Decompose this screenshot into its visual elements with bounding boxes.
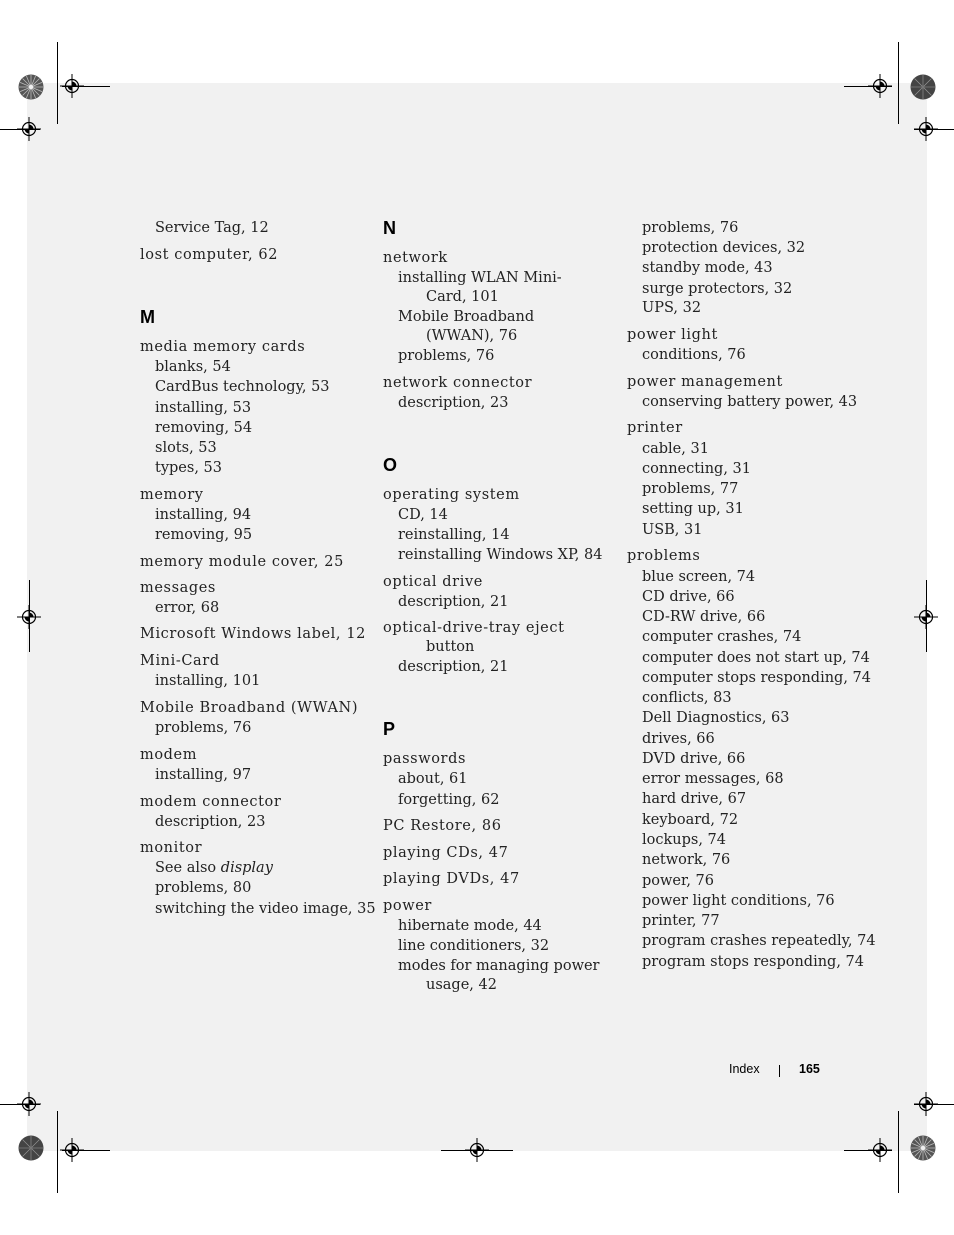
index-subterm: program stops responding, 74 [642,954,865,970]
index-subterm: description, 23 [398,395,509,411]
starburst-target-icon [18,1135,44,1161]
registration-mark-icon [868,1138,892,1162]
index-subterm: printer, 77 [642,913,720,929]
crop-mark [57,1111,58,1193]
index-subterm: CD drive, 66 [642,589,735,605]
index-subterm: error, 68 [155,600,220,616]
index-term: modem [140,747,198,763]
registration-mark-icon [17,1092,41,1116]
page-number: 165 [799,1062,820,1076]
index-subterm: problems, 76 [642,220,739,236]
index-term: memory module cover, 25 [140,554,344,570]
registration-mark-icon [868,74,892,98]
footer-section-label: Index [729,1062,760,1076]
registration-mark-icon [60,1138,84,1162]
index-subterm: computer does not start up, 74 [642,650,870,666]
index-subterm: computer stops responding, 74 [642,670,872,686]
index-term: passwords [383,751,467,767]
starburst-target-icon [18,74,44,100]
index-subterm: drives, 66 [642,731,715,747]
index-term: optical-drive-tray eject [383,620,565,636]
index-subterm: cable, 31 [642,441,709,457]
index-term: memory [140,487,204,503]
index-subterm: description, 23 [155,814,266,830]
index-term: Mini-Card [140,653,220,669]
index-subterm: Mobile Broadband [398,309,535,325]
index-subterm: USB, 31 [642,522,703,538]
index-subterm: CD-RW drive, 66 [642,609,766,625]
index-term: power management [627,374,783,390]
index-subterm: conditions, 76 [642,347,746,363]
index-subterm: about, 61 [398,771,468,787]
index-term: media memory cards [140,339,306,355]
index-term: power [383,898,432,914]
starburst-target-icon [910,1135,936,1161]
index-subterm: installing, 101 [155,673,261,689]
registration-mark-icon [60,74,84,98]
index-subterm: computer crashes, 74 [642,629,802,645]
index-subterm: UPS, 32 [642,300,702,316]
index-continuation: Card, 101 [426,289,499,305]
index-term: monitor [140,840,203,856]
index-subterm: hibernate mode, 44 [398,918,542,934]
section-heading: P [383,719,396,739]
index-subterm: standby mode, 43 [642,260,773,276]
index-term: PC Restore, 86 [383,818,502,834]
index-subterm: installing WLAN Mini- [398,270,562,286]
index-subterm: Dell Diagnostics, 63 [642,710,790,726]
registration-mark-icon [914,117,938,141]
index-term: printer [627,420,683,436]
index-subterm: surge protectors, 32 [642,281,793,297]
index-subterm: problems, 76 [155,720,252,736]
index-subterm: removing, 95 [155,527,253,543]
crop-mark [57,42,58,124]
registration-mark-icon [465,1138,489,1162]
index-term: Mobile Broadband (WWAN) [140,700,359,716]
section-heading: O [383,455,398,475]
registration-mark-icon [914,1092,938,1116]
index-subterm: DVD drive, 66 [642,751,746,767]
index-subterm: conserving battery power, 43 [642,394,858,410]
section-heading: M [140,307,155,327]
index-subterm: setting up, 31 [642,501,744,517]
index-subterm: switching the video image, 35 [155,901,376,917]
index-subterm: error messages, 68 [642,771,784,787]
registration-mark-icon [17,117,41,141]
index-continuation: button [426,639,475,655]
index-subterm: removing, 54 [155,420,253,436]
index-term: playing CDs, 47 [383,845,509,861]
registration-mark-icon [914,605,938,629]
index-subterm: conflicts, 83 [642,690,732,706]
index-subterm: problems, 77 [642,481,739,497]
registration-mark-icon [17,605,41,629]
index-subterm: line conditioners, 32 [398,938,550,954]
index-subterm: installing, 97 [155,767,252,783]
section-heading: N [383,218,396,238]
index-subterm: keyboard, 72 [642,812,739,828]
index-subterm: power light conditions, 76 [642,893,835,909]
index-subterm: problems, 76 [398,348,495,364]
index-term: lost computer, 62 [140,247,279,263]
index-subterm: program crashes repeatedly, 74 [642,933,876,949]
index-subterm: network, 76 [642,852,731,868]
index-subterm: hard drive, 67 [642,791,747,807]
index-subterm: forgetting, 62 [398,792,500,808]
index-subterm: problems, 80 [155,880,252,896]
index-term: problems [627,548,701,564]
crop-mark [898,42,899,124]
index-subterm: Service Tag, 12 [155,220,269,236]
index-subterm: blanks, 54 [155,359,231,375]
index-subterm: slots, 53 [155,440,217,456]
index-subterm: description, 21 [398,659,509,675]
index-subterm: description, 21 [398,594,509,610]
index-continuation: (WWAN), 76 [426,328,518,344]
index-term: network connector [383,375,533,391]
index-subterm: connecting, 31 [642,461,751,477]
index-term: playing DVDs, 47 [383,871,520,887]
index-term: modem connector [140,794,282,810]
index-continuation: usage, 42 [426,977,497,993]
index-term: Microsoft Windows label, 12 [140,626,366,642]
index-subterm: types, 53 [155,460,222,476]
index-subterm: CD, 14 [398,507,448,523]
crop-mark [898,1111,899,1193]
index-subterm: reinstalling, 14 [398,527,510,543]
index-subterm: See also display [155,860,273,876]
index-subterm: modes for managing power [398,958,600,974]
index-term: power light [627,327,718,343]
index-term: messages [140,580,216,596]
index-subterm: power, 76 [642,873,715,889]
index-subterm: installing, 53 [155,400,252,416]
footer-divider [779,1065,780,1077]
index-term: operating system [383,487,520,503]
starburst-target-icon [910,74,936,100]
index-term: network [383,250,448,266]
index-term: optical drive [383,574,483,590]
index-subterm: CardBus technology, 53 [155,379,330,395]
see-also-reference: display [220,860,273,876]
index-subterm: installing, 94 [155,507,252,523]
index-subterm: reinstalling Windows XP, 84 [398,547,603,563]
index-subterm: lockups, 74 [642,832,727,848]
index-subterm: blue screen, 74 [642,569,756,585]
index-subterm: protection devices, 32 [642,240,806,256]
